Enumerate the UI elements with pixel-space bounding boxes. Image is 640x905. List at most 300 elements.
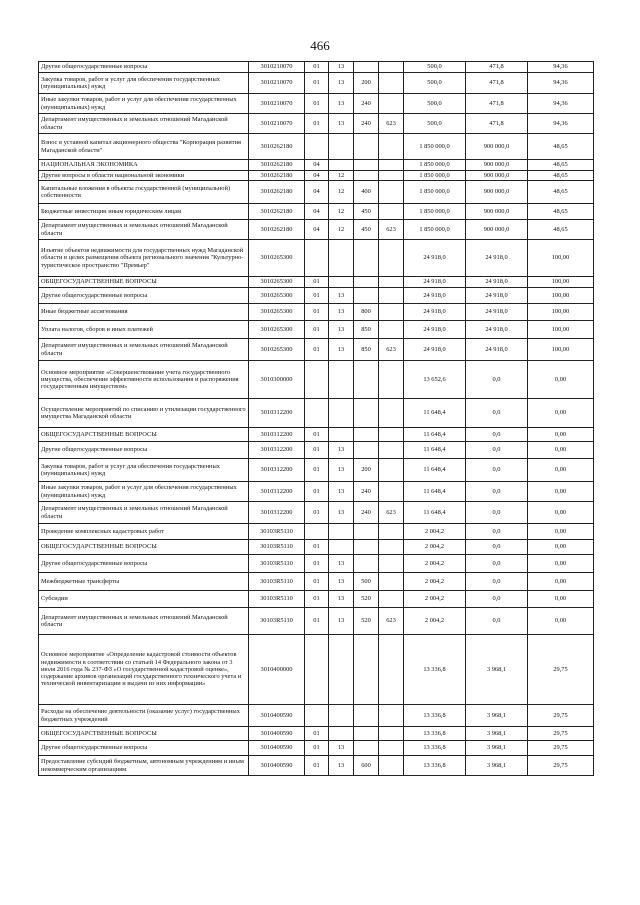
row-target-article: 3010262180 xyxy=(249,171,305,181)
row-actual-amount: 0,0 xyxy=(466,482,528,502)
row-target-article: 3010262180 xyxy=(249,181,305,204)
row-target-article: 3010210070 xyxy=(249,73,305,94)
row-expense-type xyxy=(354,442,379,459)
row-subsection xyxy=(329,399,354,428)
row-section: 01 xyxy=(305,288,329,304)
row-execution-percent: 94,36 xyxy=(528,114,594,134)
row-actual-amount: 900 000,0 xyxy=(466,160,528,171)
row-section xyxy=(305,635,329,705)
table-row xyxy=(39,73,594,94)
row-execution-percent: 0,00 xyxy=(528,608,594,635)
row-actual-amount: 0,0 xyxy=(466,573,528,591)
row-actual-amount: 3 968,1 xyxy=(466,741,528,756)
row-expense-type: 450 xyxy=(354,220,379,240)
row-actual-amount: 900 000,0 xyxy=(466,134,528,160)
row-section: 04 xyxy=(305,220,329,240)
row-execution-percent: 0,00 xyxy=(528,399,594,428)
row-actual-amount: 0,0 xyxy=(466,591,528,608)
row-planned-amount: 2 004,2 xyxy=(404,524,466,540)
row-planned-amount: 11 648,4 xyxy=(404,442,466,459)
row-actual-amount: 0,0 xyxy=(466,399,528,428)
row-expense-type: 200 xyxy=(354,459,379,482)
row-name: Межбюджетные трансферты xyxy=(39,573,249,591)
row-actual-amount: 24 918,0 xyxy=(466,277,528,288)
row-target-article: 3010262180 xyxy=(249,204,305,220)
row-planned-amount: 2 004,2 xyxy=(404,608,466,635)
row-name: ОБЩЕГОСУДАРСТВЕННЫЕ ВОПРОСЫ xyxy=(39,540,249,555)
table-row xyxy=(39,502,594,524)
row-planned-amount: 24 918,0 xyxy=(404,321,466,339)
row-name: Бюджетные инвестиции иным юридическим лицам xyxy=(39,204,249,220)
row-execution-percent: 100,00 xyxy=(528,304,594,321)
row-administrator-code xyxy=(379,94,404,114)
row-section: 01 xyxy=(305,304,329,321)
row-expense-type xyxy=(354,399,379,428)
row-expense-type: 400 xyxy=(354,181,379,204)
row-expense-type: 240 xyxy=(354,482,379,502)
row-expense-type xyxy=(354,705,379,727)
row-execution-percent: 94,36 xyxy=(528,62,594,73)
row-name: Осуществление мероприятий по списанию и утилизации государственного имущества Магаданской области xyxy=(39,399,249,428)
row-actual-amount: 471,8 xyxy=(466,114,528,134)
row-expense-type: 850 xyxy=(354,339,379,361)
table-row xyxy=(39,160,594,171)
row-administrator-code xyxy=(379,741,404,756)
row-section: 01 xyxy=(305,459,329,482)
row-execution-percent: 100,00 xyxy=(528,240,594,277)
row-subsection: 13 xyxy=(329,114,354,134)
row-name: Взнос в уставной капитал акционерного общества "Корпорация развития Магаданской области" xyxy=(39,134,249,160)
row-administrator-code xyxy=(379,181,404,204)
row-target-article: 30103R5110 xyxy=(249,524,305,540)
row-target-article: 3010265300 xyxy=(249,339,305,361)
table-row xyxy=(39,304,594,321)
row-target-article: 30103R5110 xyxy=(249,540,305,555)
row-execution-percent: 48,65 xyxy=(528,204,594,220)
budget-table xyxy=(38,61,594,776)
row-planned-amount: 24 918,0 xyxy=(404,304,466,321)
row-planned-amount: 1 850 000,0 xyxy=(404,204,466,220)
row-target-article: 3010262180 xyxy=(249,134,305,160)
row-target-article: 3010210070 xyxy=(249,94,305,114)
row-planned-amount: 13 336,8 xyxy=(404,635,466,705)
row-planned-amount: 11 648,4 xyxy=(404,482,466,502)
row-actual-amount: 0,0 xyxy=(466,361,528,399)
table-row xyxy=(39,361,594,399)
table-row xyxy=(39,635,594,705)
table-row xyxy=(39,741,594,756)
row-target-article: 3010300000 xyxy=(249,361,305,399)
row-subsection: 13 xyxy=(329,94,354,114)
row-section: 01 xyxy=(305,555,329,573)
row-target-article: 30103R5110 xyxy=(249,573,305,591)
row-actual-amount: 24 918,0 xyxy=(466,288,528,304)
row-subsection: 13 xyxy=(329,459,354,482)
row-name: ОБЩЕГОСУДАРСТВЕННЫЕ ВОПРОСЫ xyxy=(39,428,249,442)
row-subsection: 13 xyxy=(329,756,354,776)
row-expense-type xyxy=(354,160,379,171)
row-actual-amount: 900 000,0 xyxy=(466,171,528,181)
row-target-article: 3010312200 xyxy=(249,442,305,459)
row-target-article: 3010400000 xyxy=(249,635,305,705)
row-subsection xyxy=(329,705,354,727)
row-target-article: 3010400590 xyxy=(249,705,305,727)
row-target-article: 3010400590 xyxy=(249,727,305,741)
row-name: Другие общегосударственные вопросы xyxy=(39,62,249,73)
row-target-article: 3010312200 xyxy=(249,502,305,524)
row-administrator-code xyxy=(379,459,404,482)
row-target-article: 30103R5110 xyxy=(249,608,305,635)
row-expense-type: 500 xyxy=(354,573,379,591)
row-name: Иные бюджетные ассигнования xyxy=(39,304,249,321)
row-section: 01 xyxy=(305,591,329,608)
row-planned-amount: 500,0 xyxy=(404,73,466,94)
row-administrator-code xyxy=(379,428,404,442)
row-subsection: 13 xyxy=(329,502,354,524)
table-row xyxy=(39,459,594,482)
row-name: Субсидии xyxy=(39,591,249,608)
row-name: ОБЩЕГОСУДАРСТВЕННЫЕ ВОПРОСЫ xyxy=(39,277,249,288)
table-row xyxy=(39,171,594,181)
table-row xyxy=(39,134,594,160)
row-planned-amount: 500,0 xyxy=(404,114,466,134)
row-planned-amount: 2 004,2 xyxy=(404,555,466,573)
row-administrator-code: 623 xyxy=(379,114,404,134)
row-name: Основное мероприятие «Определение кадастровой стоимости объектов недвижимости в соответствии со статьей 14 Федерального закона от 3 июля 2016 года № 237-ФЗ «О государственной кадастровой оценке», содержание архивов организаций государственного технического учета и технической инвентаризации и выдачи из них информации» xyxy=(39,635,249,705)
row-expense-type: 600 xyxy=(354,756,379,776)
row-expense-type: 520 xyxy=(354,608,379,635)
row-execution-percent: 0,00 xyxy=(528,524,594,540)
table-row xyxy=(39,727,594,741)
row-subsection xyxy=(329,428,354,442)
row-planned-amount: 11 648,4 xyxy=(404,502,466,524)
table-row xyxy=(39,114,594,134)
row-section xyxy=(305,134,329,160)
row-administrator-code xyxy=(379,399,404,428)
row-name: Основное мероприятие «Совершенствование учета государственного имущества, обеспечение эффективности использования и распоряжения государственным имуществом» xyxy=(39,361,249,399)
row-administrator-code xyxy=(379,555,404,573)
row-section: 01 xyxy=(305,482,329,502)
row-section: 01 xyxy=(305,321,329,339)
row-name: Проведение комплексных кадастровых работ xyxy=(39,524,249,540)
row-execution-percent: 29,75 xyxy=(528,635,594,705)
row-section xyxy=(305,399,329,428)
row-actual-amount: 0,0 xyxy=(466,608,528,635)
table-row xyxy=(39,442,594,459)
row-target-article: 3010265300 xyxy=(249,288,305,304)
row-actual-amount: 3 968,1 xyxy=(466,635,528,705)
row-subsection: 12 xyxy=(329,181,354,204)
row-actual-amount: 3 968,1 xyxy=(466,727,528,741)
row-planned-amount: 24 918,0 xyxy=(404,288,466,304)
row-administrator-code xyxy=(379,160,404,171)
row-administrator-code xyxy=(379,540,404,555)
row-expense-type: 240 xyxy=(354,94,379,114)
row-administrator-code xyxy=(379,524,404,540)
row-section: 01 xyxy=(305,94,329,114)
row-actual-amount: 0,0 xyxy=(466,442,528,459)
row-section: 01 xyxy=(305,741,329,756)
row-name: Департамент имущественных и земельных отношений Магаданской области xyxy=(39,220,249,240)
row-execution-percent: 48,65 xyxy=(528,220,594,240)
row-subsection: 13 xyxy=(329,288,354,304)
row-name: Уплата налогов, сборов и иных платежей xyxy=(39,321,249,339)
row-execution-percent: 94,36 xyxy=(528,73,594,94)
row-execution-percent: 0,00 xyxy=(528,555,594,573)
row-actual-amount: 0,0 xyxy=(466,540,528,555)
row-execution-percent: 94,36 xyxy=(528,94,594,114)
row-expense-type xyxy=(354,555,379,573)
table-row xyxy=(39,591,594,608)
row-planned-amount: 500,0 xyxy=(404,62,466,73)
table-row xyxy=(39,705,594,727)
row-actual-amount: 0,0 xyxy=(466,459,528,482)
row-expense-type: 800 xyxy=(354,304,379,321)
row-expense-type: 520 xyxy=(354,591,379,608)
row-section: 01 xyxy=(305,540,329,555)
row-execution-percent: 0,00 xyxy=(528,442,594,459)
row-target-article: 3010265300 xyxy=(249,240,305,277)
row-subsection xyxy=(329,727,354,741)
row-name: Изъятие объектов недвижимости для государственных нужд Магаданской области в целях размещения объекта регионального значения "Культурно-туристическое пространство "Премьер" xyxy=(39,240,249,277)
row-actual-amount: 24 918,0 xyxy=(466,240,528,277)
row-administrator-code xyxy=(379,442,404,459)
table-row xyxy=(39,555,594,573)
row-target-article: 3010265300 xyxy=(249,304,305,321)
row-administrator-code xyxy=(379,134,404,160)
table-row xyxy=(39,540,594,555)
row-name: Другие общегосударственные вопросы xyxy=(39,442,249,459)
row-subsection: 12 xyxy=(329,204,354,220)
row-expense-type xyxy=(354,428,379,442)
row-subsection: 13 xyxy=(329,573,354,591)
row-name: Другие вопросы в области национальной экономики xyxy=(39,171,249,181)
row-administrator-code: 623 xyxy=(379,220,404,240)
row-subsection: 13 xyxy=(329,591,354,608)
row-planned-amount: 1 850 000,0 xyxy=(404,171,466,181)
row-subsection xyxy=(329,277,354,288)
row-section: 01 xyxy=(305,756,329,776)
row-expense-type xyxy=(354,540,379,555)
row-section xyxy=(305,240,329,277)
row-target-article: 3010400590 xyxy=(249,741,305,756)
row-administrator-code xyxy=(379,482,404,502)
row-section: 01 xyxy=(305,727,329,741)
row-administrator-code xyxy=(379,635,404,705)
row-planned-amount: 24 918,0 xyxy=(404,277,466,288)
table-row xyxy=(39,277,594,288)
row-planned-amount: 1 850 000,0 xyxy=(404,160,466,171)
row-section: 01 xyxy=(305,608,329,635)
row-section xyxy=(305,705,329,727)
row-administrator-code xyxy=(379,204,404,220)
row-execution-percent: 29,75 xyxy=(528,727,594,741)
row-execution-percent: 0,00 xyxy=(528,361,594,399)
row-name: Закупка товаров, работ и услуг для обеспечения государственных (муниципальных) нужд xyxy=(39,459,249,482)
row-actual-amount: 24 918,0 xyxy=(466,321,528,339)
page-number: 466 xyxy=(310,38,330,53)
table-row xyxy=(39,608,594,635)
row-execution-percent: 48,65 xyxy=(528,181,594,204)
row-name: Департамент имущественных и земельных отношений Магаданской области xyxy=(39,502,249,524)
row-name: Закупка товаров, работ и услуг для обеспечения государственных (муниципальных) нужд xyxy=(39,73,249,94)
table-row xyxy=(39,399,594,428)
row-execution-percent: 100,00 xyxy=(528,288,594,304)
row-name: Другие общегосударственные вопросы xyxy=(39,555,249,573)
row-execution-percent: 0,00 xyxy=(528,482,594,502)
row-planned-amount: 24 918,0 xyxy=(404,240,466,277)
row-expense-type xyxy=(354,134,379,160)
row-actual-amount: 900 000,0 xyxy=(466,181,528,204)
row-execution-percent: 29,75 xyxy=(528,705,594,727)
row-subsection xyxy=(329,524,354,540)
row-target-article: 30103R5110 xyxy=(249,591,305,608)
row-administrator-code xyxy=(379,727,404,741)
row-expense-type xyxy=(354,524,379,540)
row-expense-type: 240 xyxy=(354,114,379,134)
row-subsection xyxy=(329,160,354,171)
table-row xyxy=(39,573,594,591)
row-planned-amount: 24 918,0 xyxy=(404,339,466,361)
row-name: Департамент имущественных и земельных отношений Магаданской области xyxy=(39,339,249,361)
row-planned-amount: 11 648,4 xyxy=(404,459,466,482)
row-name: НАЦИОНАЛЬНАЯ ЭКОНОМИКА xyxy=(39,160,249,171)
row-planned-amount: 13 336,8 xyxy=(404,741,466,756)
row-execution-percent: 48,65 xyxy=(528,160,594,171)
row-administrator-code xyxy=(379,277,404,288)
row-planned-amount: 1 850 000,0 xyxy=(404,134,466,160)
row-target-article: 3010210070 xyxy=(249,62,305,73)
row-execution-percent: 100,00 xyxy=(528,277,594,288)
row-section: 01 xyxy=(305,442,329,459)
row-target-article: 3010312200 xyxy=(249,482,305,502)
row-expense-type xyxy=(354,741,379,756)
row-actual-amount: 900 000,0 xyxy=(466,220,528,240)
row-section: 04 xyxy=(305,171,329,181)
row-section: 01 xyxy=(305,62,329,73)
row-expense-type: 850 xyxy=(354,321,379,339)
row-subsection: 13 xyxy=(329,555,354,573)
row-subsection: 13 xyxy=(329,321,354,339)
row-administrator-code: 623 xyxy=(379,339,404,361)
row-expense-type xyxy=(354,727,379,741)
table-row xyxy=(39,482,594,502)
row-execution-percent: 0,00 xyxy=(528,459,594,482)
table-body xyxy=(39,62,594,776)
row-actual-amount: 0,0 xyxy=(466,428,528,442)
table-row xyxy=(39,288,594,304)
row-expense-type: 200 xyxy=(354,73,379,94)
row-name: Департамент имущественных и земельных отношений Магаданской области xyxy=(39,114,249,134)
table-row xyxy=(39,321,594,339)
row-target-article: 3010265300 xyxy=(249,321,305,339)
table-row xyxy=(39,339,594,361)
row-name: Другие общегосударственные вопросы xyxy=(39,741,249,756)
row-subsection: 12 xyxy=(329,220,354,240)
row-subsection: 13 xyxy=(329,304,354,321)
table-row xyxy=(39,181,594,204)
row-subsection: 13 xyxy=(329,73,354,94)
table-row xyxy=(39,220,594,240)
row-planned-amount: 11 648,4 xyxy=(404,399,466,428)
row-section: 01 xyxy=(305,73,329,94)
row-section: 01 xyxy=(305,114,329,134)
row-subsection: 13 xyxy=(329,339,354,361)
row-section: 01 xyxy=(305,428,329,442)
row-planned-amount: 11 648,4 xyxy=(404,428,466,442)
row-administrator-code xyxy=(379,73,404,94)
table-row xyxy=(39,62,594,73)
row-planned-amount: 13 336,8 xyxy=(404,756,466,776)
row-administrator-code xyxy=(379,321,404,339)
row-execution-percent: 0,00 xyxy=(528,573,594,591)
row-target-article: 3010312200 xyxy=(249,428,305,442)
row-execution-percent: 29,75 xyxy=(528,756,594,776)
row-subsection xyxy=(329,540,354,555)
row-target-article: 3010210070 xyxy=(249,114,305,134)
row-expense-type xyxy=(354,288,379,304)
row-planned-amount: 500,0 xyxy=(404,94,466,114)
table-row xyxy=(39,756,594,776)
row-subsection: 13 xyxy=(329,62,354,73)
row-administrator-code xyxy=(379,573,404,591)
row-name: Департамент имущественных и земельных отношений Магаданской области xyxy=(39,608,249,635)
row-planned-amount: 2 004,2 xyxy=(404,573,466,591)
row-expense-type xyxy=(354,277,379,288)
row-administrator-code xyxy=(379,705,404,727)
row-planned-amount: 1 850 000,0 xyxy=(404,181,466,204)
row-target-article: 30103R5110 xyxy=(249,555,305,573)
row-planned-amount: 2 004,2 xyxy=(404,591,466,608)
row-subsection: 13 xyxy=(329,608,354,635)
row-target-article: 3010400590 xyxy=(249,756,305,776)
row-execution-percent: 48,65 xyxy=(528,134,594,160)
row-administrator-code xyxy=(379,171,404,181)
row-subsection: 13 xyxy=(329,442,354,459)
row-name: Иные закупки товаров, работ и услуг для обеспечения государственных (муниципальных) нужд xyxy=(39,94,249,114)
row-actual-amount: 0,0 xyxy=(466,502,528,524)
row-name: Расходы на обеспечение деятельности (оказание услуг) государственных бюджетных учреждений xyxy=(39,705,249,727)
row-name: Предоставление субсидий бюджетным, автономным учреждениям и иным некоммерческим организациям xyxy=(39,756,249,776)
row-actual-amount: 471,8 xyxy=(466,62,528,73)
row-section: 01 xyxy=(305,277,329,288)
row-subsection xyxy=(329,134,354,160)
row-actual-amount: 471,8 xyxy=(466,94,528,114)
row-section: 04 xyxy=(305,181,329,204)
row-section: 04 xyxy=(305,160,329,171)
row-section: 04 xyxy=(305,204,329,220)
table-row xyxy=(39,204,594,220)
row-execution-percent: 100,00 xyxy=(528,339,594,361)
row-planned-amount: 13 336,8 xyxy=(404,727,466,741)
row-administrator-code xyxy=(379,304,404,321)
row-target-article: 3010265300 xyxy=(249,277,305,288)
row-expense-type xyxy=(354,240,379,277)
row-subsection xyxy=(329,635,354,705)
row-section xyxy=(305,361,329,399)
row-actual-amount: 900 000,0 xyxy=(466,204,528,220)
row-expense-type: 450 xyxy=(354,204,379,220)
table-row xyxy=(39,240,594,277)
row-execution-percent: 0,00 xyxy=(528,591,594,608)
row-section xyxy=(305,524,329,540)
row-name: Капитальные вложения в объекты государственной (муниципальной) собственности xyxy=(39,181,249,204)
row-administrator-code xyxy=(379,361,404,399)
row-actual-amount: 0,0 xyxy=(466,555,528,573)
row-actual-amount: 3 968,1 xyxy=(466,756,528,776)
row-expense-type: 240 xyxy=(354,502,379,524)
row-actual-amount: 24 918,0 xyxy=(466,339,528,361)
